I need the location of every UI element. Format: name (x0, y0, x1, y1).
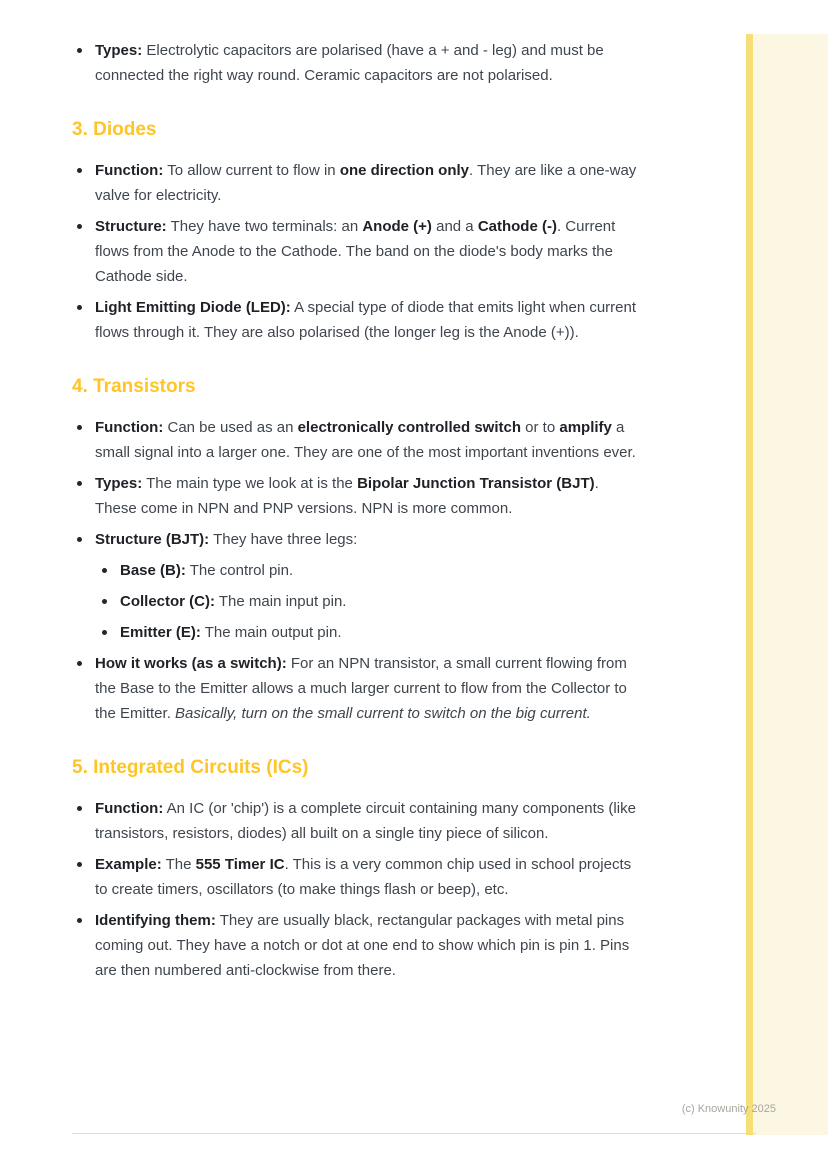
bullet-icon (77, 661, 82, 666)
bullet-item (72, 214, 638, 289)
text-segment-bold: Collector (C): (120, 593, 215, 610)
bullet-item (72, 38, 638, 88)
text-segment-bold: Function: (95, 162, 164, 179)
section-heading: 3. Diodes (72, 119, 157, 140)
document-content (72, 38, 638, 989)
text-segment: The (161, 856, 196, 873)
bullet-text (95, 214, 638, 289)
bullet-text (120, 620, 638, 645)
text-segment: For an NPN transistor, a small current flowing from the Base to the Emitter allows a much larger current to flow from the Collector to the Emitter. (95, 655, 627, 722)
watermark: (c) Knowunity 2025 (681, 1103, 776, 1115)
text-segment: . Current flows from the Anode to the Cathode. The band on the diode's body marks the Cathode side. (95, 218, 616, 285)
page-end-divider (72, 1133, 756, 1134)
text-segment-bold: Identifying them: (95, 912, 216, 929)
text-segment-bold: electronically controlled switch (297, 419, 521, 436)
bullet-icon (77, 168, 82, 173)
text-segment: . These come in NPN and PNP versions. NPN is more common. (95, 475, 599, 517)
bullet-icon (102, 630, 107, 635)
bullet-item (72, 527, 638, 552)
text-segment-bold: Light Emitting Diode (LED): (95, 299, 291, 316)
bullet-item (97, 620, 638, 645)
text-segment-bold: Bipolar Junction Transistor (BJT) (357, 475, 595, 492)
text-segment-bold: Base (B): (120, 562, 186, 579)
text-segment-bold: Structure: (95, 218, 167, 235)
text-segment: Can be used as an (163, 419, 298, 436)
text-segment-bold: Function: (95, 800, 164, 817)
text-segment: or to (521, 419, 560, 436)
text-segment-bold: Emitter (E): (120, 624, 201, 641)
text-segment-bold: one direction only (339, 162, 469, 179)
bullet-icon (77, 224, 82, 229)
text-segment-bold: 555 Timer IC (195, 856, 285, 873)
text-segment: They have three legs: (209, 531, 358, 548)
text-segment: The main type we look at is the (142, 475, 358, 492)
bullet-item (72, 295, 638, 345)
bullet-icon (77, 481, 82, 486)
bullet-icon (77, 425, 82, 430)
text-segment-bold: Types: (95, 475, 143, 492)
bullet-item (72, 158, 638, 208)
text-segment: The main input pin. (215, 593, 347, 610)
bullet-item (97, 558, 638, 583)
bullet-text (95, 651, 638, 726)
bullet-list (72, 158, 638, 345)
bullet-icon (77, 862, 82, 867)
bullet-text (95, 471, 638, 521)
bullet-icon (77, 305, 82, 310)
bullet-item (72, 471, 638, 521)
text-segment-bold: Function: (95, 419, 164, 436)
text-segment: They have two terminals: an (166, 218, 363, 235)
bullet-list (72, 38, 638, 88)
bullet-icon (77, 806, 82, 811)
text-segment-bold: How it works (as a switch): (95, 655, 287, 672)
bullet-text (95, 295, 638, 345)
section-heading: 5. Integrated Circuits (ICs) (72, 757, 309, 778)
page-right-margin (753, 34, 828, 1135)
text-segment-bold: Structure (BJT): (95, 531, 210, 548)
bullet-icon (77, 918, 82, 923)
bullet-text (95, 852, 638, 902)
text-segment-italic: Basically, turn on the small current to switch on the big current. (175, 705, 591, 722)
bullet-list (72, 796, 638, 983)
bullet-text (95, 158, 638, 208)
text-segment: To allow current to flow in (163, 162, 340, 179)
bullet-text (95, 527, 638, 552)
bullet-text (95, 415, 638, 465)
text-segment: and a (431, 218, 478, 235)
text-segment: a small signal into a larger one. They are one of the most important inventions ever. (95, 419, 636, 461)
bullet-item (72, 415, 638, 465)
text-segment: They are usually black, rectangular packages with metal pins coming out. They have a notch or dot at one end to show which pin is pin 1. Pins are then numbered anti-clockwise from there. (95, 912, 630, 979)
text-segment: . This is a very common chip used in school projects to create timers, oscillators (to make things flash or beep), etc. (95, 856, 632, 898)
bullet-text (120, 589, 638, 614)
section-heading: 4. Transistors (72, 376, 196, 397)
document-blocks (72, 38, 638, 983)
bullet-text (95, 38, 638, 88)
bullet-item (72, 852, 638, 902)
text-segment-bold: amplify (559, 419, 612, 436)
bullet-icon (102, 568, 107, 573)
text-segment-bold: Example: (95, 856, 162, 873)
bullet-icon (102, 599, 107, 604)
bullet-text (95, 908, 638, 983)
text-segment: A special type of diode that emits light when current flows through it. They are also polarised (the longer leg is the Anode (+)). (95, 299, 637, 341)
text-segment: An IC (or 'chip') is a complete circuit containing many components (like transistors, resistors, diodes) all built on a single tiny piece of silicon. (95, 800, 636, 842)
text-segment: The main output pin. (200, 624, 342, 641)
text-segment: Electrolytic capacitors are polarised (have a + and - leg) and must be connected the right way round. Ceramic capacitors are not polarised. (95, 42, 604, 84)
bullet-item (97, 589, 638, 614)
bullet-icon (77, 48, 82, 53)
text-segment-bold: Anode (+) (362, 218, 432, 235)
bullet-item (72, 908, 638, 983)
text-segment-bold: Cathode (-) (477, 218, 557, 235)
bullet-text (120, 558, 638, 583)
text-segment: . They are like a one-way valve for electricity. (95, 162, 637, 204)
bullet-item (72, 651, 638, 726)
bullet-list (72, 415, 638, 726)
text-segment: The control pin. (185, 562, 294, 579)
accent-stripe (746, 34, 753, 1135)
bullet-item (72, 796, 638, 846)
bullet-text (95, 796, 638, 846)
text-segment-bold: Types: (95, 42, 143, 59)
bullet-icon (77, 537, 82, 542)
